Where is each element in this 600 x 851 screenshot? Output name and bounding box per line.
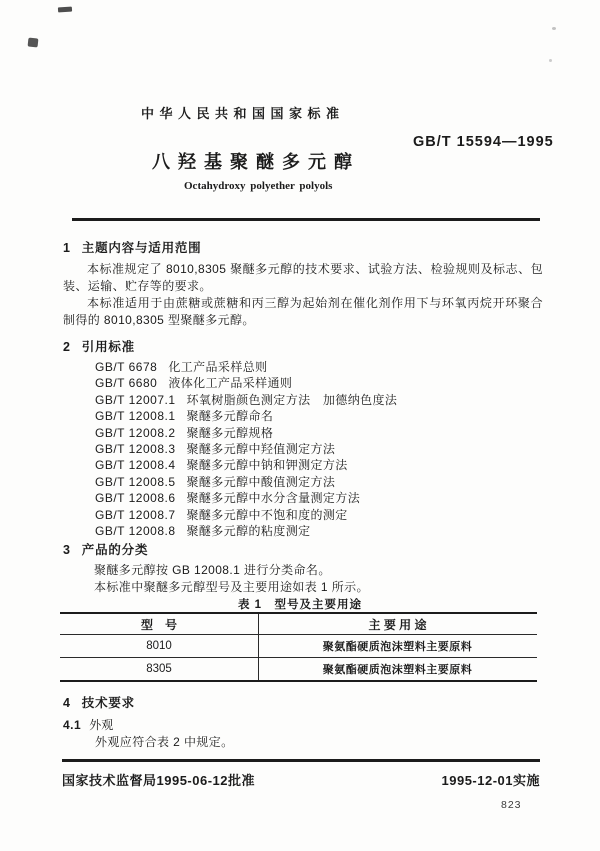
- section-3-line-2: 本标准中聚醚多元醇型号及主要用途如表 1 所示。: [94, 580, 369, 594]
- referenced-standard-title: 聚醚多元醇中钠和钾测定方法: [186, 458, 348, 473]
- referenced-standard-title: 聚醚多元醇规格: [186, 425, 274, 440]
- scan-artifact-mark: [28, 38, 39, 48]
- referenced-standard-title: 聚醚多元醇中酸值测定方法: [186, 474, 336, 489]
- referenced-standard-code: GB/T 12008.5: [95, 474, 176, 489]
- referenced-standard-title: 聚醚多元醇中不饱和度的测定: [186, 507, 348, 522]
- referenced-standard-title: 聚醚多元醇中水分含量测定方法: [186, 491, 361, 506]
- referenced-standard-title: 聚醚多元醇的粘度测定: [186, 523, 311, 538]
- section-3-heading: [63, 540, 148, 558]
- referenced-standard-item: [95, 425, 397, 441]
- referenced-standard-code: GB/T 12008.1: [95, 409, 176, 424]
- scan-artifact-speck: [549, 59, 552, 62]
- referenced-standard-item: [95, 375, 397, 391]
- table-header-use: 主 要 用 途: [368, 617, 427, 632]
- table-row: [60, 634, 537, 657]
- section-4-1-heading: [63, 716, 113, 733]
- referenced-standard-title: 聚醚多元醇命名: [186, 409, 274, 424]
- referenced-standard-item: [95, 359, 397, 375]
- section-number: 2: [63, 340, 71, 354]
- table-cell-model: 8305: [146, 663, 172, 675]
- referenced-standard-code: GB/T 12007.1: [95, 392, 176, 407]
- table-header-model: 型 号: [140, 617, 177, 632]
- table-cell-use: 聚氨酯硬质泡沫塑料主要原料: [322, 641, 473, 653]
- referenced-standard-code: GB/T 12008.3: [95, 441, 176, 456]
- referenced-standard-title: 液体化工产品采样通则: [168, 376, 293, 391]
- scan-artifact-speck: [552, 27, 556, 30]
- referenced-standard-item: [95, 441, 397, 457]
- subsection-number: 4.1: [63, 718, 82, 732]
- section-1-heading: [63, 238, 201, 256]
- scan-artifact-mark: [58, 7, 72, 13]
- referenced-standard-item: [95, 392, 397, 408]
- section-number: 3: [63, 543, 71, 557]
- referenced-standard-title: 环氧树脂颜色测定方法 加德纳色度法: [186, 392, 398, 407]
- implementation-notice: 1995-12-01实施: [441, 773, 540, 788]
- section-1-paragraph-1: 本标准规定了 8010,8305 聚醚多元醇的技术要求、试验方法、检验规则及标志、包装、运输、贮存等的要求。: [63, 262, 543, 293]
- table-cell-use: 聚氨酯硬质泡沫塑料主要原料: [322, 664, 473, 676]
- referenced-standards-list: [95, 359, 397, 539]
- table-1: [60, 612, 537, 682]
- referenced-standard-code: GB/T 12008.7: [95, 507, 176, 522]
- referenced-standard-title: 聚醚多元醇中羟值测定方法: [186, 441, 336, 456]
- document-title-chinese: 八羟基聚醚多元醇: [152, 152, 360, 172]
- referenced-standard-item: [95, 490, 397, 506]
- section-2-heading: [63, 337, 135, 355]
- table-row: [60, 657, 537, 680]
- referenced-standard-title: 化工产品采样总则: [168, 360, 268, 374]
- referenced-standard-code: GB/T 6678: [95, 360, 158, 374]
- subsection-title: 外观: [89, 718, 114, 732]
- footer-rule: [62, 759, 540, 762]
- table-cell-model: 8010: [146, 640, 172, 652]
- referenced-standard-item: [95, 457, 397, 473]
- section-4-1-text: 外观应符合表 2 中规定。: [95, 735, 234, 749]
- section-number: 1: [63, 241, 71, 255]
- header-rule: [72, 218, 540, 221]
- section-3-line-1: 聚醚多元醇按 GB 12008.1 进行分类命名。: [94, 563, 331, 577]
- referenced-standard-code: GB/T 6680: [95, 376, 158, 391]
- section-number: 4: [63, 696, 71, 710]
- section-title: 产品的分类: [81, 543, 149, 557]
- approval-notice: 国家技术监督局1995-06-12批准: [62, 773, 255, 788]
- table-header-row: [60, 614, 537, 634]
- section-title: 引用标准: [81, 340, 135, 354]
- referenced-standard-code: GB/T 12008.2: [95, 425, 176, 440]
- document-title-english: Octahydroxy polyether polyols: [184, 180, 333, 192]
- standard-code: GB/T 15594—1995: [413, 134, 554, 150]
- table-1-caption: 表 1 型号及主要用途: [237, 599, 363, 611]
- referenced-standard-item: [95, 408, 397, 424]
- referenced-standard-code: GB/T 12008.6: [95, 491, 176, 506]
- referenced-standard-item: [95, 474, 397, 490]
- page-number: 823: [501, 799, 522, 811]
- section-1-paragraph-2: 本标准适用于由蔗糖或蔗糖和丙三醇为起始剂在催化剂作用下与环氧丙烷开环聚合制得的 8010,8305 型聚醚多元醇。: [63, 296, 543, 327]
- referenced-standard-item: [95, 523, 397, 539]
- national-standard-label: 中华人民共和国国家标准: [141, 106, 345, 121]
- referenced-standard-code: GB/T 12008.8: [95, 523, 176, 538]
- referenced-standard-item: [95, 507, 397, 523]
- section-4-heading: [63, 693, 135, 711]
- section-title: 技术要求: [81, 696, 135, 710]
- section-title: 主题内容与适用范围: [81, 241, 202, 255]
- referenced-standard-code: GB/T 12008.4: [95, 458, 176, 473]
